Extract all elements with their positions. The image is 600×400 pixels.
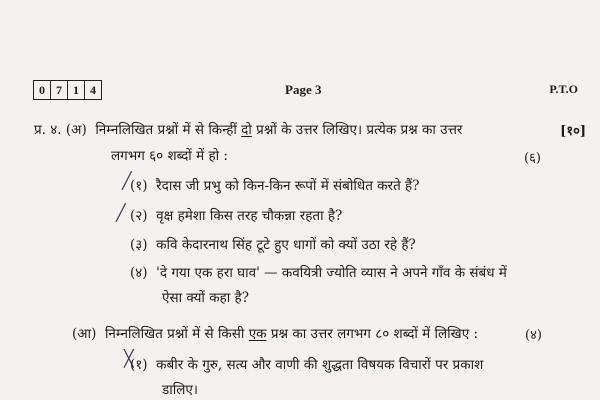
q4a-instruction-line2: लगभग ६० शब्दों में हो : xyxy=(111,148,228,164)
code-digit: 4 xyxy=(90,83,96,97)
q4a-question-1: (१) रैदास जी प्रभु को किन-किन रूपों में संबोधित करते हैं? xyxy=(130,178,420,194)
underlined-word: दो xyxy=(241,122,252,138)
q4a-marks: (६) xyxy=(524,151,541,166)
q4a-question-2: (२) वृक्ष हमेशा किस तरह चौकन्ना रहता है? xyxy=(130,208,343,224)
q4b-label: (आ) xyxy=(72,326,97,342)
pen-tick-mark: ╳ xyxy=(124,349,134,368)
page-number: Page 3 xyxy=(285,82,322,97)
total-marks: [१०] xyxy=(560,124,586,139)
q4a-label: प्र. ४. (अ) xyxy=(34,122,87,138)
q4a-question-3: (३) कवि केदारनाथ सिंह टूटे हुए धागों को क्यों उठा रहे हैं? xyxy=(130,237,416,253)
pen-tick-mark: ╱ xyxy=(116,203,126,222)
q4a-question-4: (४) 'दे गया एक हरा घाव' — कवयित्री ज्योति व्यास ने अपने गाँव के संबंध में xyxy=(130,265,507,281)
underlined-word: एक xyxy=(248,326,267,342)
paper-code-box xyxy=(33,80,102,100)
code-digit: 1 xyxy=(68,81,85,99)
pto-label: P.T.O xyxy=(549,82,578,96)
pen-tick-mark: ╱ xyxy=(122,171,132,190)
q4a-question-4-cont: ऐसा क्यों कहा है? xyxy=(162,290,249,306)
code-digit: 7 xyxy=(51,81,68,99)
q4b-question-1-cont: डालिए। xyxy=(162,382,198,398)
q4b-instruction: (आ) निम्नलिखित प्रश्नों में से किसी एक प्रश्न का उत्तर लगभग ८० शब्दों में लिखिए : xyxy=(72,326,479,342)
q4b-marks: (४) xyxy=(525,328,542,343)
q4b-question-1: (१) कबीर के गुरु, सत्य और वाणी की शुद्धता विषयक विचारों पर प्रकाश xyxy=(130,357,484,373)
q4a-instruction-line1: प्र. ४. (अ) निम्नलिखित प्रश्नों में से किन्हीं दो प्रश्नों के उत्तर लिखिए। प्रत्येक प्रश्न का उत्तर xyxy=(34,122,463,138)
code-digit: 0 xyxy=(34,81,51,99)
